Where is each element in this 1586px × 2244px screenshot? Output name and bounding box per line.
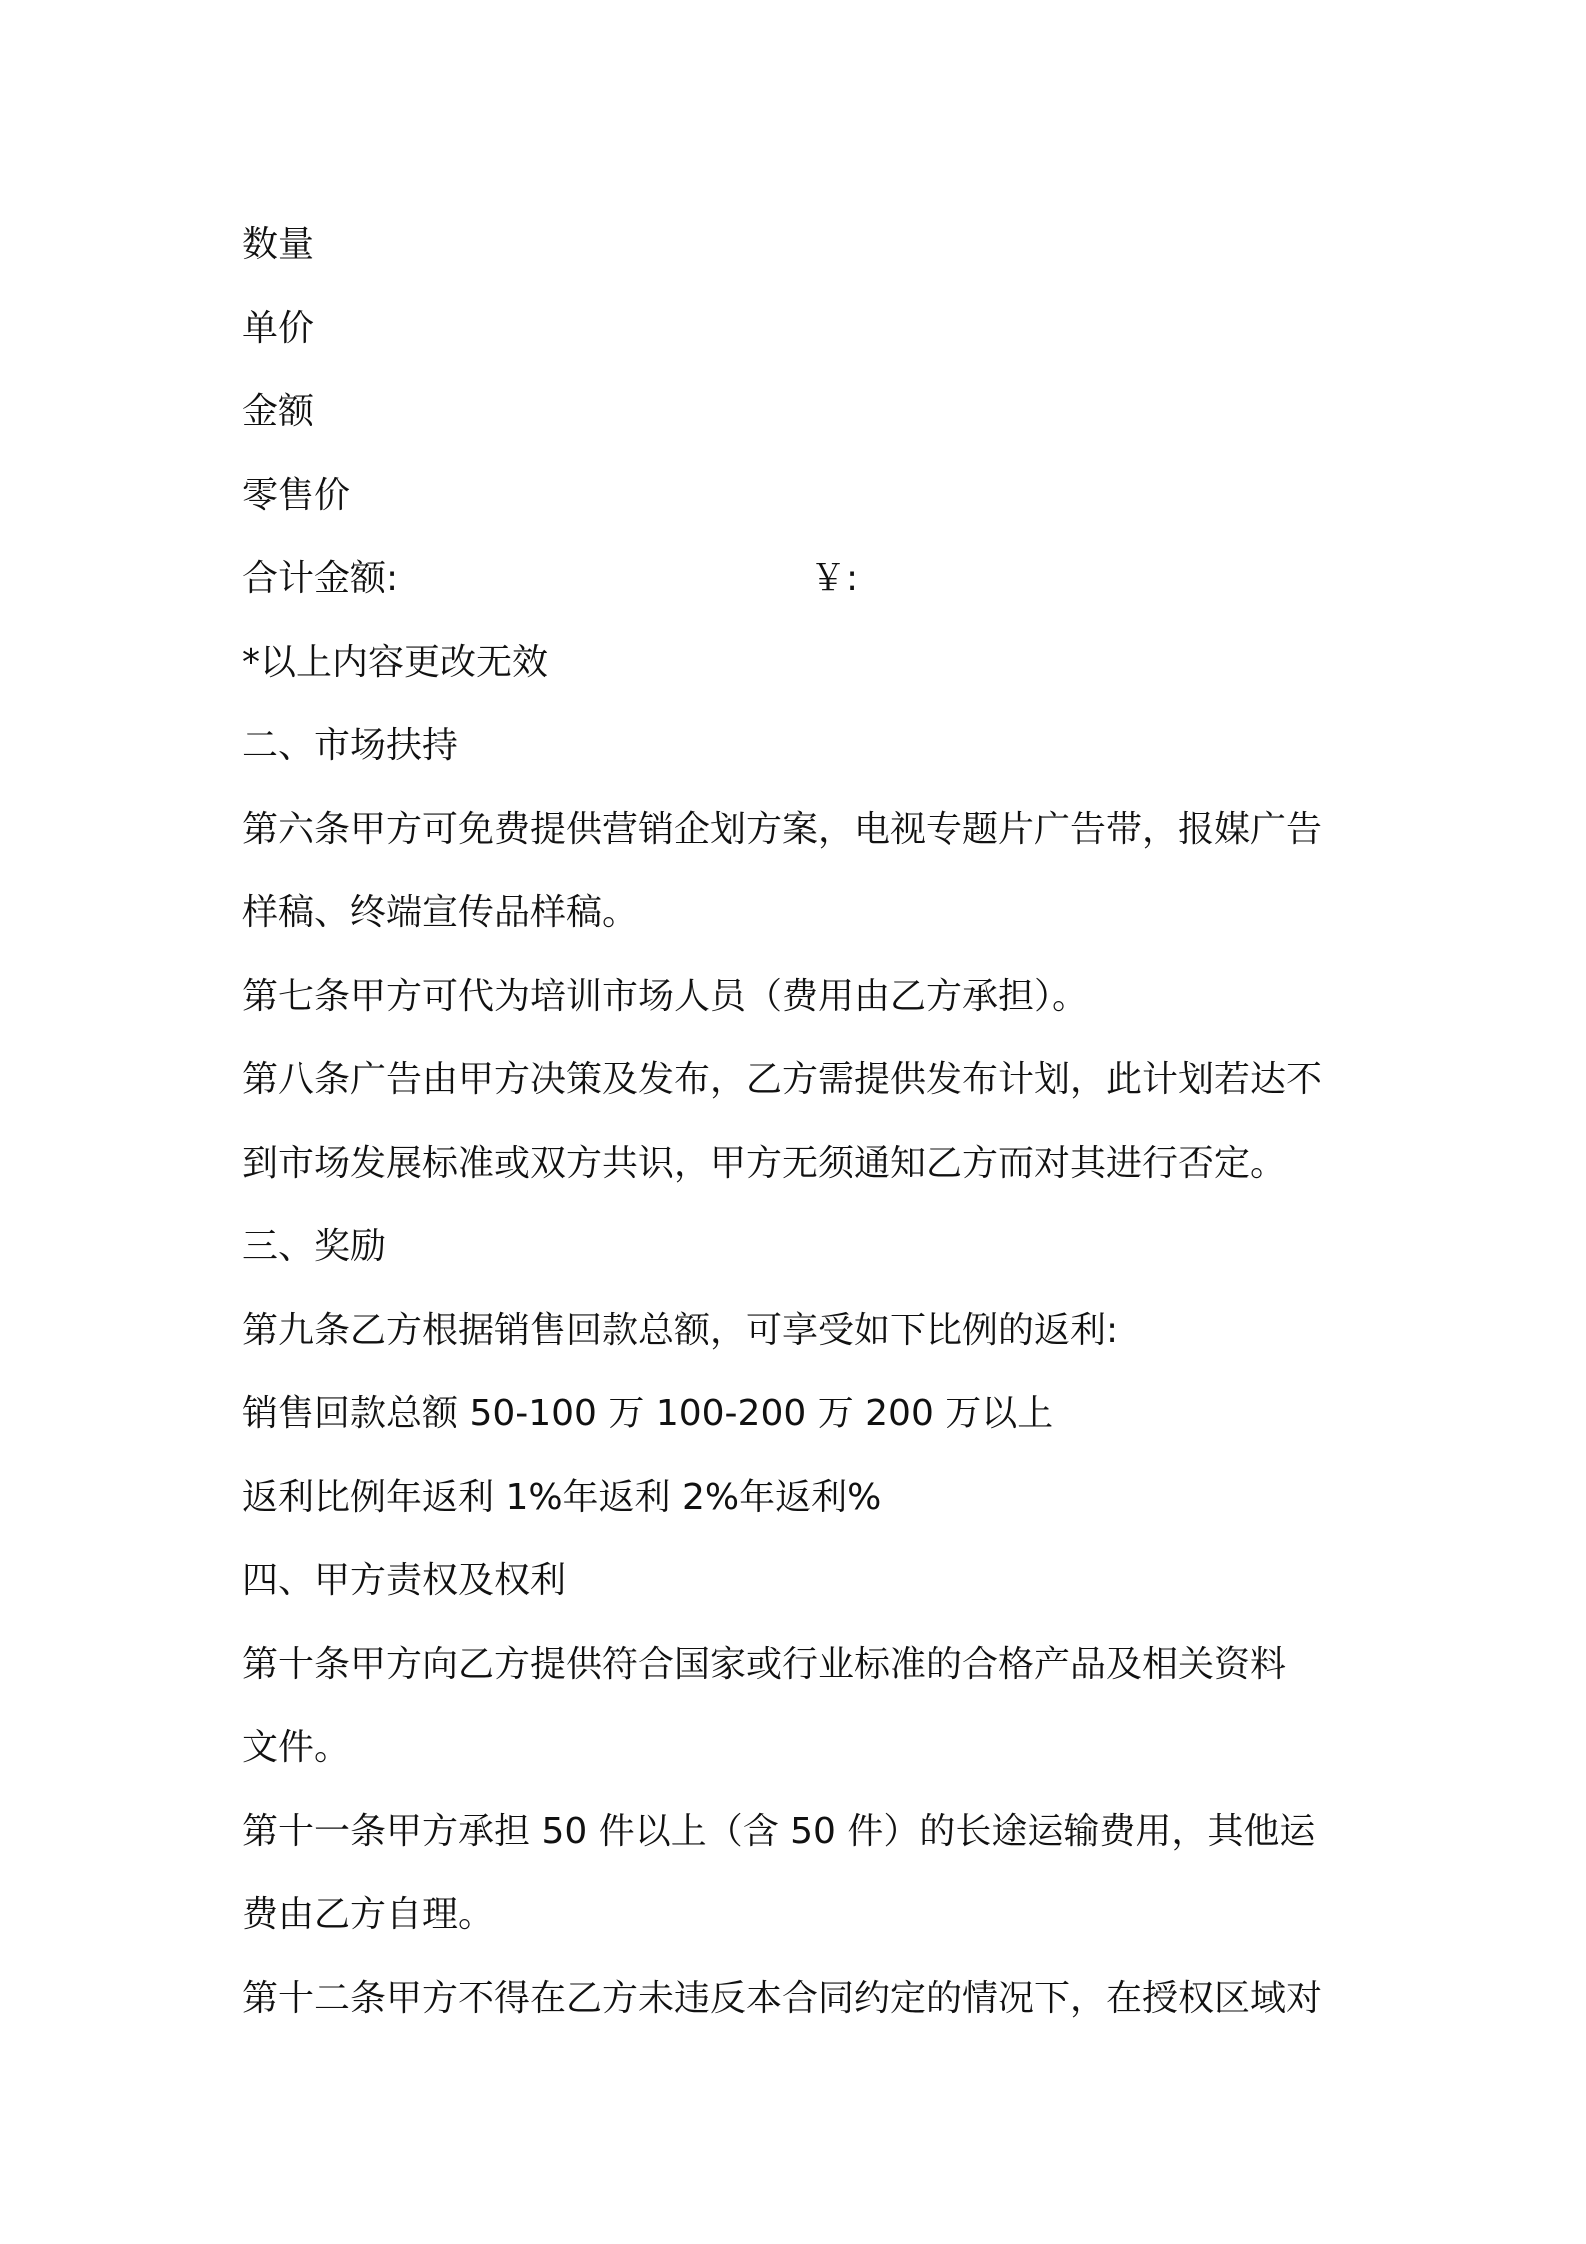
total-amount-label: 合计金额: (242, 558, 399, 599)
article-8-line-2: 到市场发展标准或双方共识，甲方无须通知乙方而对其进行否定。 (242, 1142, 1287, 1184)
total-amount-line (242, 537, 1352, 621)
article-11-line-2: 费由乙方自理。 (242, 1894, 495, 1935)
rebate-tiers-line: 销售回款总额 50-100 万 100-200 万 200 万以上 (242, 1393, 1054, 1434)
document-body (242, 203, 1352, 2040)
article-7: 第七条甲方可代为培训市场人员（费用由乙方承担）。 (242, 975, 1089, 1017)
article-9: 第九条乙方根据销售回款总额，可享受如下比例的返利: (242, 1309, 1119, 1351)
rebate-ratio-line: 返利比例年返利 1%年返利 2%年返利% (242, 1476, 882, 1518)
invalid-notice: *以上内容更改无效 (242, 641, 549, 683)
article-10-line-2: 文件。 (242, 1727, 351, 1768)
article-10-line-1: 第十条甲方向乙方提供符合国家或行业标准的合格产品及相关资料 (242, 1643, 1287, 1685)
article-11-line-1: 第十一条甲方承担 50 件以上（含 50 件）的长途运输费用，其他运 (242, 1810, 1316, 1852)
field-quantity: 数量 (242, 224, 315, 265)
article-12-line-1: 第十二条甲方不得在乙方未违反本合同约定的情况下，在授权区域对 (242, 1977, 1323, 2019)
field-amount: 金额 (242, 391, 315, 432)
article-6-line-1: 第六条甲方可免费提供营销企划方案，电视专题片广告带，报媒广告 (242, 808, 1323, 850)
section-heading-rewards: 三、奖励 (242, 1226, 387, 1267)
section-heading-market-support: 二、市场扶持 (242, 725, 459, 766)
section-heading-party-a-rights: 四、甲方责权及权利 (242, 1560, 567, 1601)
field-retail-price: 零售价 (242, 474, 351, 516)
field-unit-price: 单价 (242, 307, 315, 349)
currency-symbol: ￥: (810, 558, 859, 599)
article-6-line-2: 样稿、终端宣传品样稿。 (242, 892, 639, 933)
article-8-line-1: 第八条广告由甲方决策及发布，乙方需提供发布计划，此计划若达不 (242, 1059, 1323, 1100)
